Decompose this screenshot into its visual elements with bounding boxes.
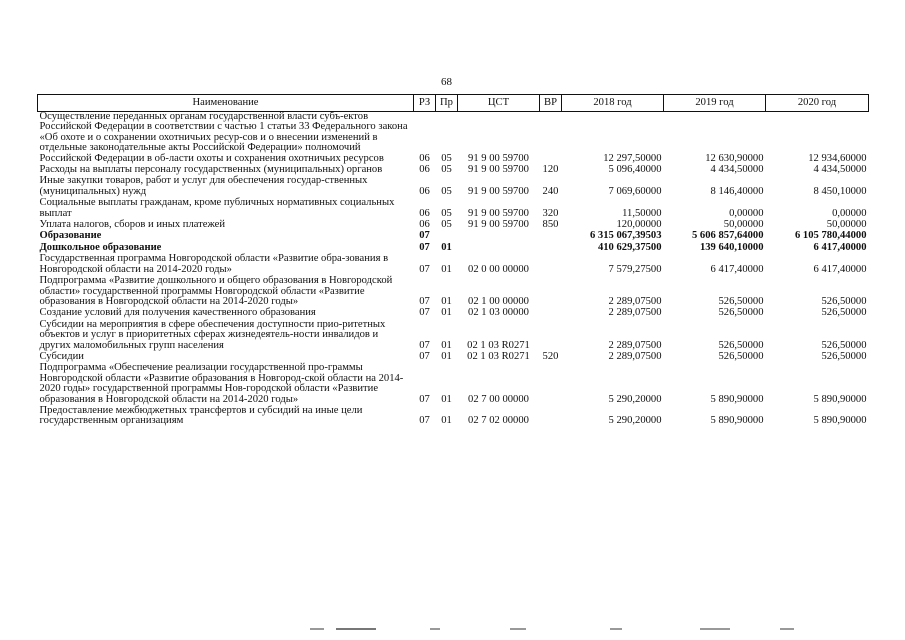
row-pr: 05 — [441, 152, 452, 164]
row-pr: 01 — [441, 295, 452, 307]
row-2018: 2 289,07500 — [608, 339, 662, 351]
row-2018: 5 096,40000 — [608, 164, 662, 176]
row-name: Образование — [39, 230, 102, 242]
row-2019: 50,00000 — [723, 219, 764, 231]
row-cst: 02 0 00 00000 — [468, 263, 529, 275]
row-pr: 01 — [441, 263, 452, 275]
row-cst: 02 7 00 00000 — [468, 393, 529, 405]
row-pr: 01 — [441, 393, 452, 405]
scan-artifacts — [310, 628, 830, 632]
row-rz: 07 — [419, 295, 430, 307]
row-vr — [540, 406, 562, 428]
row-pr: 01 — [441, 415, 452, 427]
header-2019: 2019 год — [664, 95, 766, 112]
row-pr: 05 — [441, 219, 452, 231]
row-2019: 6 417,40000 — [710, 263, 764, 275]
row-pr: 01 — [441, 307, 452, 319]
row-name: Государственная программа Новгородской области «Развитие обра-зования в Новгородской области на 2014-2020 годы» — [39, 253, 389, 275]
row-rz: 07 — [419, 263, 430, 275]
row-2020: 526,50000 — [821, 339, 867, 351]
table-row — [38, 320, 869, 352]
row-name: Дошкольное образование — [39, 241, 162, 253]
row-vr — [540, 243, 562, 254]
row-2018: 6 315 067,39503 — [589, 230, 662, 242]
table-row — [38, 112, 869, 166]
row-cst: 91 9 00 59700 — [468, 152, 529, 164]
row-2018: 2 289,07500 — [608, 350, 662, 362]
row-2018: 120,00000 — [616, 219, 662, 231]
row-2020: 8 450,10000 — [813, 185, 867, 197]
table-header-row — [38, 95, 869, 112]
row-name: Расходы на выплаты персоналу государственных (муниципальных) органов — [39, 164, 383, 176]
row-rz: 06 — [419, 219, 430, 231]
row-pr: 05 — [441, 164, 452, 176]
row-2020: 6 417,40000 — [813, 263, 867, 275]
row-name: Субсидии — [39, 350, 84, 362]
row-cst: 91 9 00 59700 — [468, 164, 529, 176]
row-cst: 91 9 00 59700 — [468, 185, 529, 197]
table-row — [38, 406, 869, 428]
row-name: Подпрограмма «Обеспечение реализации государственной про-граммы Новгородской области «Развитие образования в Новгород-ской области на 2014-2020 годы» государственной программы Нов-городской области «Развитие образования в Новгородской области на 2014-2020 годы» — [39, 362, 404, 405]
row-rz: 06 — [419, 185, 430, 197]
row-cst: 02 1 03 R0271 — [467, 350, 530, 362]
row-2020: 526,50000 — [821, 350, 867, 362]
row-vr — [540, 254, 562, 276]
table-row — [38, 254, 869, 276]
header-vr: ВР — [540, 95, 562, 112]
table-row — [38, 198, 869, 220]
table-row — [38, 308, 869, 319]
row-2019: 5 890,90000 — [710, 415, 764, 427]
row-2018: 2 289,07500 — [608, 295, 662, 307]
row-name: Иные закупки товаров, работ и услуг для обеспечения государ-ственных (муниципальных) нужд — [39, 175, 368, 197]
row-vr: 120 — [542, 164, 559, 176]
row-vr — [540, 320, 562, 352]
row-pr: 05 — [441, 185, 452, 197]
table-row — [38, 363, 869, 406]
row-pr: 01 — [441, 350, 452, 362]
row-2020: 6 105 780,44000 — [794, 230, 867, 242]
row-rz: 07 — [419, 241, 430, 253]
row-vr — [540, 276, 562, 308]
row-name: Социальные выплаты гражданам, кроме публичных нормативных социальных выплат — [39, 197, 395, 219]
row-vr: 520 — [542, 350, 559, 362]
row-2018: 410 629,37500 — [597, 241, 662, 253]
row-2019: 526,50000 — [718, 339, 764, 351]
row-cst: 91 9 00 59700 — [468, 219, 529, 231]
page-number: 68 — [441, 76, 452, 88]
row-2018: 2 289,07500 — [608, 307, 662, 319]
row-vr: 320 — [542, 207, 559, 219]
row-2020: 4 434,50000 — [813, 164, 867, 176]
row-2020: 12 934,60000 — [808, 152, 867, 164]
row-vr — [540, 363, 562, 406]
row-2020: 5 890,90000 — [813, 415, 867, 427]
row-rz: 07 — [419, 350, 430, 362]
row-2018: 5 290,20000 — [608, 415, 662, 427]
row-rz: 07 — [419, 230, 430, 242]
row-2019: 5 890,90000 — [710, 393, 764, 405]
row-pr: 01 — [441, 339, 452, 351]
row-cst: 02 7 02 00000 — [468, 415, 529, 427]
row-2019: 139 640,10000 — [699, 241, 764, 253]
row-2019: 4 434,50000 — [710, 164, 764, 176]
row-2020: 50,00000 — [826, 219, 867, 231]
row-2019: 526,50000 — [718, 350, 764, 362]
row-vr: 850 — [542, 219, 559, 231]
header-rz: РЗ — [414, 95, 436, 112]
row-2019: 0,00000 — [729, 207, 764, 219]
header-name: Наименование — [38, 95, 414, 112]
row-name: Уплата налогов, сборов и иных платежей — [39, 219, 226, 231]
row-pr: 05 — [441, 207, 452, 219]
row-2018: 5 290,20000 — [608, 393, 662, 405]
row-cst: 02 1 03 R0271 — [467, 339, 530, 351]
row-2019: 526,50000 — [718, 295, 764, 307]
row-2020: 526,50000 — [821, 295, 867, 307]
row-2018: 12 297,50000 — [603, 152, 662, 164]
row-2018: 11,50000 — [622, 207, 662, 219]
table-row — [38, 176, 869, 198]
row-2020: 6 417,40000 — [813, 241, 867, 253]
row-cst: 02 1 00 00000 — [468, 295, 529, 307]
row-rz: 06 — [419, 207, 430, 219]
row-2020: 5 890,90000 — [813, 393, 867, 405]
row-2019: 12 630,90000 — [705, 152, 764, 164]
row-vr — [540, 308, 562, 319]
row-vr: 240 — [542, 185, 559, 197]
row-2018: 7 579,27500 — [608, 263, 662, 275]
row-2019: 5 606 857,64000 — [691, 230, 764, 242]
row-cst: 91 9 00 59700 — [468, 207, 529, 219]
header-pr: Пр — [436, 95, 458, 112]
row-pr: 01 — [441, 241, 452, 253]
row-vr — [540, 231, 562, 242]
row-rz: 07 — [419, 339, 430, 351]
row-rz: 07 — [419, 393, 430, 405]
header-2018: 2018 год — [562, 95, 664, 112]
row-name: Осуществление переданных органам государственной власти субъ-ектов Российской Федерации в соответствии с частью 1 статьи 33 Федерального закона «Об охоте и о сохранении охотничьих ресур-сов и о внесении изменений в отдельные законодательные акты Российской Федерации» полномочий Российской Федерации в об-ласти охоты и сохранения охотничьих ресурсов — [39, 111, 408, 164]
row-2019: 8 146,40000 — [710, 185, 764, 197]
row-name: Субсидии на мероприятия в сфере обеспечения доступности прио-ритетных объектов и услуг в приоритетных сферах жизнедеятель-ности инвалидов и других маломобильных групп населения — [39, 318, 386, 351]
row-rz: 07 — [419, 307, 430, 319]
row-vr — [540, 112, 562, 166]
row-cst — [458, 231, 540, 242]
row-cst: 02 1 03 00000 — [468, 307, 529, 319]
row-name: Предоставление межбюджетных трансфертов и субсидий на иные цели государственным организациям — [39, 404, 363, 427]
header-2020: 2020 год — [766, 95, 869, 112]
row-rz: 07 — [419, 415, 430, 427]
row-2020: 0,00000 — [832, 207, 867, 219]
budget-table — [37, 94, 869, 428]
row-rz: 06 — [419, 152, 430, 164]
row-rz: 06 — [419, 164, 430, 176]
row-2019: 526,50000 — [718, 307, 764, 319]
row-2018: 7 069,60000 — [608, 185, 662, 197]
row-cst — [458, 243, 540, 254]
header-cst: ЦСТ — [458, 95, 540, 112]
row-name: Создание условий для получения качественного образования — [39, 307, 316, 319]
table-row — [38, 276, 869, 308]
row-2020: 526,50000 — [821, 307, 867, 319]
row-name: Подпрограмма «Развитие дошкольного и общего образования в Новгородской области» государственной программы Новгородской области «Развитие образования в Новгородской области на 2014-2020 годы» — [39, 275, 393, 307]
